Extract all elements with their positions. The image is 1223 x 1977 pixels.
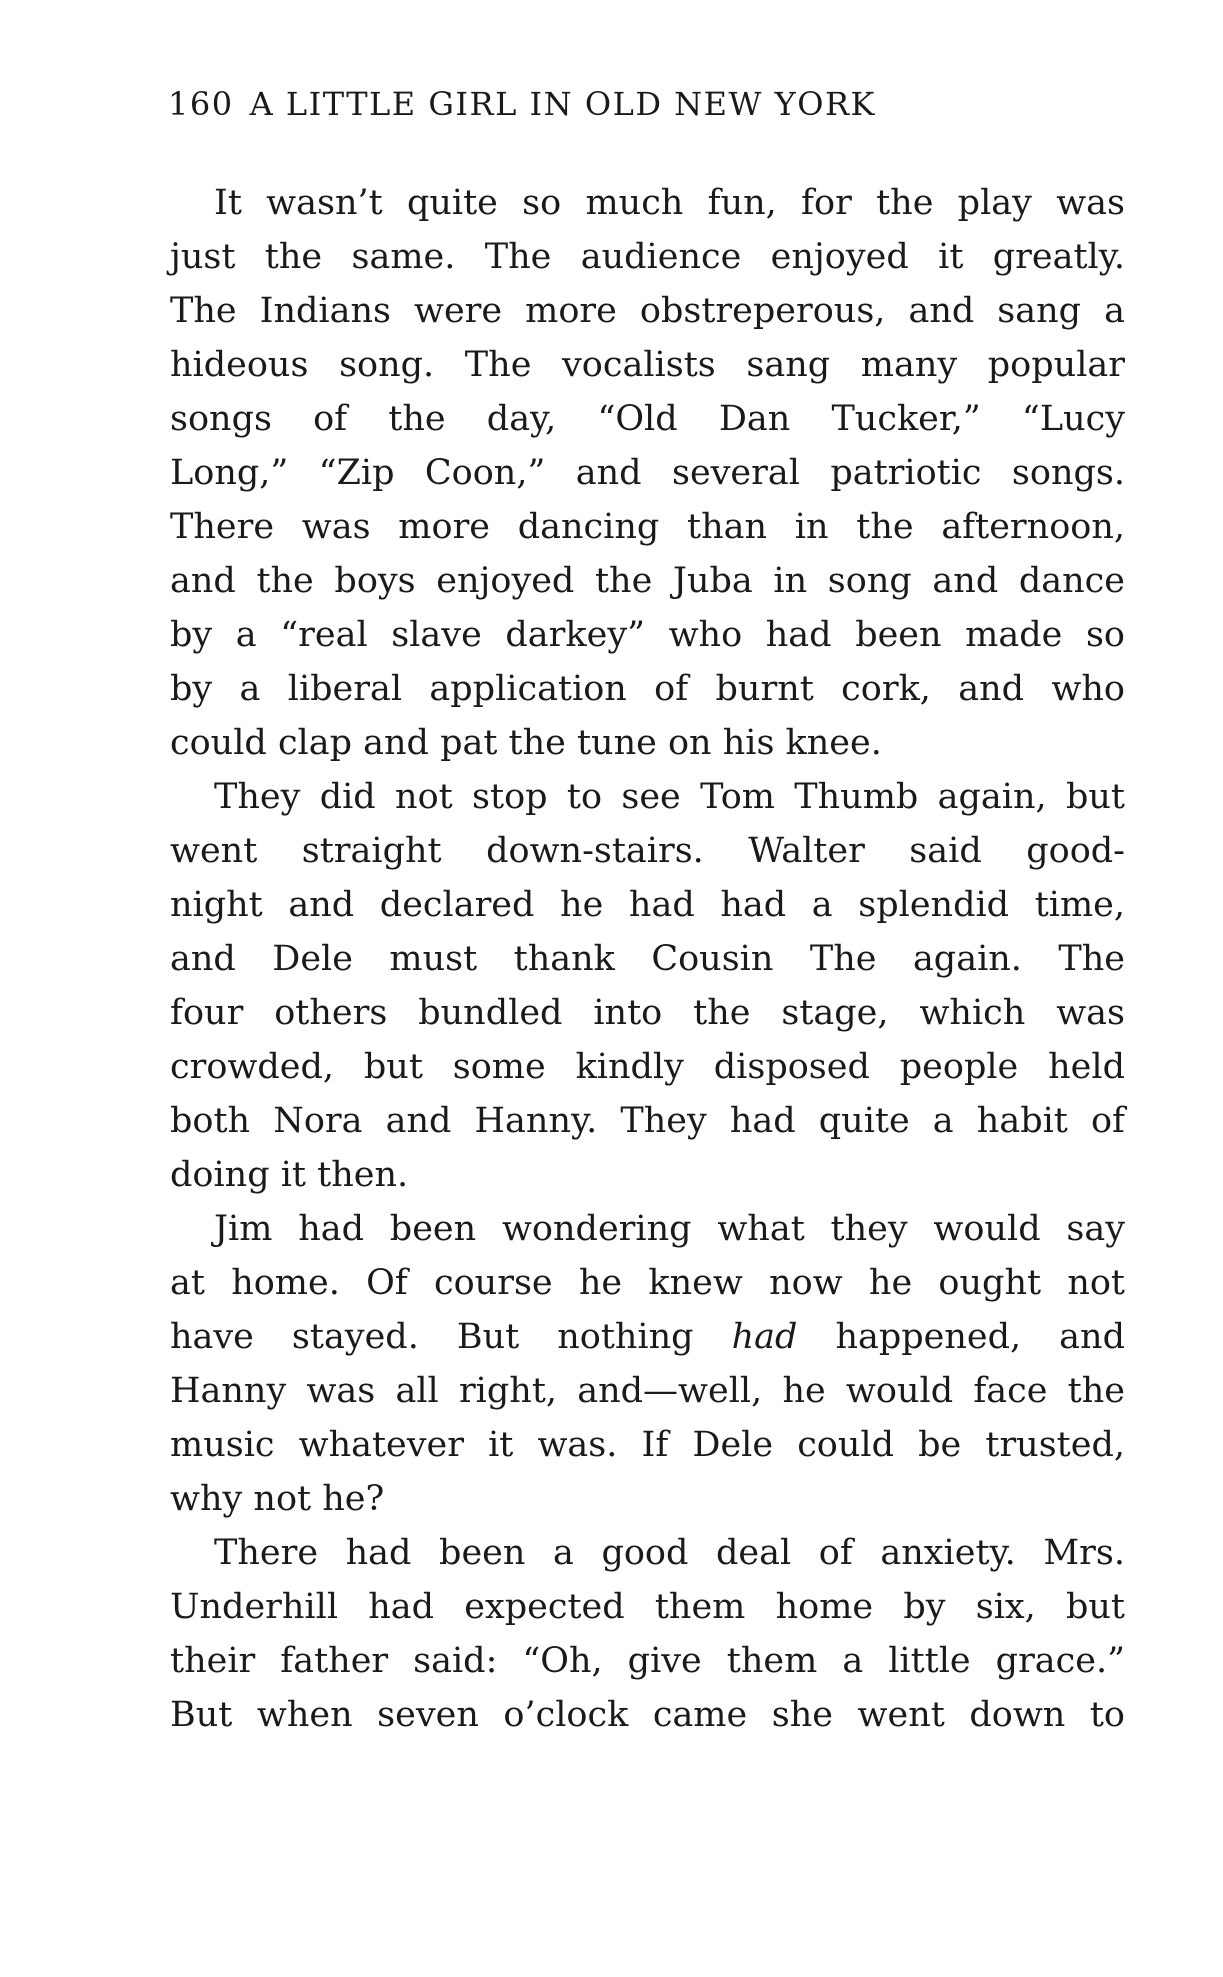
text-line: Long,” “Zip Coon,” and several patriotic songs. — [170, 453, 1125, 493]
text-line: four others bundled into the stage, which was — [170, 993, 1125, 1033]
text-line: at home. Of course he knew now he ought not — [170, 1263, 1125, 1303]
text-line: just the same. The audience enjoyed it greatly. — [170, 237, 1125, 277]
text-line: Hanny was all right, and—well, he would face the — [170, 1371, 1125, 1411]
text-line: went straight down-stairs. Walter said good- — [170, 831, 1125, 871]
text-line: Underhill had expected them home by six, but — [170, 1587, 1125, 1627]
text-line: could clap and pat the tune on his knee. — [170, 723, 882, 763]
body-text — [170, 176, 1125, 1742]
text-line: doing it then. — [170, 1155, 409, 1195]
text-line: music whatever it was. If Dele could be trusted, — [170, 1425, 1125, 1465]
book-title: A LITTLE GIRL IN OLD NEW YORK — [249, 85, 876, 123]
text-line: Jim had been wondering what they would say — [214, 1209, 1125, 1249]
text-line: and Dele must thank Cousin The again. The — [170, 939, 1125, 979]
text-line: by a liberal application of burnt cork, and who — [170, 669, 1125, 709]
text-line: It wasn’t quite so much fun, for the play was — [214, 183, 1125, 223]
text-line: There was more dancing than in the afternoon, — [170, 507, 1125, 547]
text-line: But when seven o’clock came she went down to — [170, 1695, 1125, 1735]
text-line-with-italic — [170, 1310, 1125, 1364]
page-number: 160 — [168, 85, 234, 123]
text-line: and the boys enjoyed the Juba in song and dance — [170, 561, 1125, 601]
text-line: night and declared he had had a splendid time, — [170, 885, 1125, 925]
text-line: They did not stop to see Tom Thumb again, but — [214, 777, 1125, 817]
text-segment: happened, and — [797, 1317, 1125, 1357]
text-line: hideous song. The vocalists sang many popular — [170, 345, 1125, 385]
text-line: their father said: “Oh, give them a little grace.” — [170, 1641, 1125, 1681]
text-line: crowded, but some kindly disposed people held — [170, 1047, 1125, 1087]
text-line: songs of the day, “Old Dan Tucker,” “Lucy — [170, 399, 1125, 439]
text-line: The Indians were more obstreperous, and sang a — [170, 291, 1125, 331]
text-line: by a “real slave darkey” who had been made so — [170, 615, 1125, 655]
text-line: There had been a good deal of anxiety. Mrs. — [214, 1533, 1125, 1573]
text-line: why not he? — [170, 1479, 385, 1519]
text-line: both Nora and Hanny. They had quite a habit of — [170, 1101, 1125, 1141]
text-segment: have stayed. But nothing — [170, 1317, 732, 1357]
italic-word: had — [731, 1317, 798, 1357]
running-head — [168, 84, 1048, 124]
